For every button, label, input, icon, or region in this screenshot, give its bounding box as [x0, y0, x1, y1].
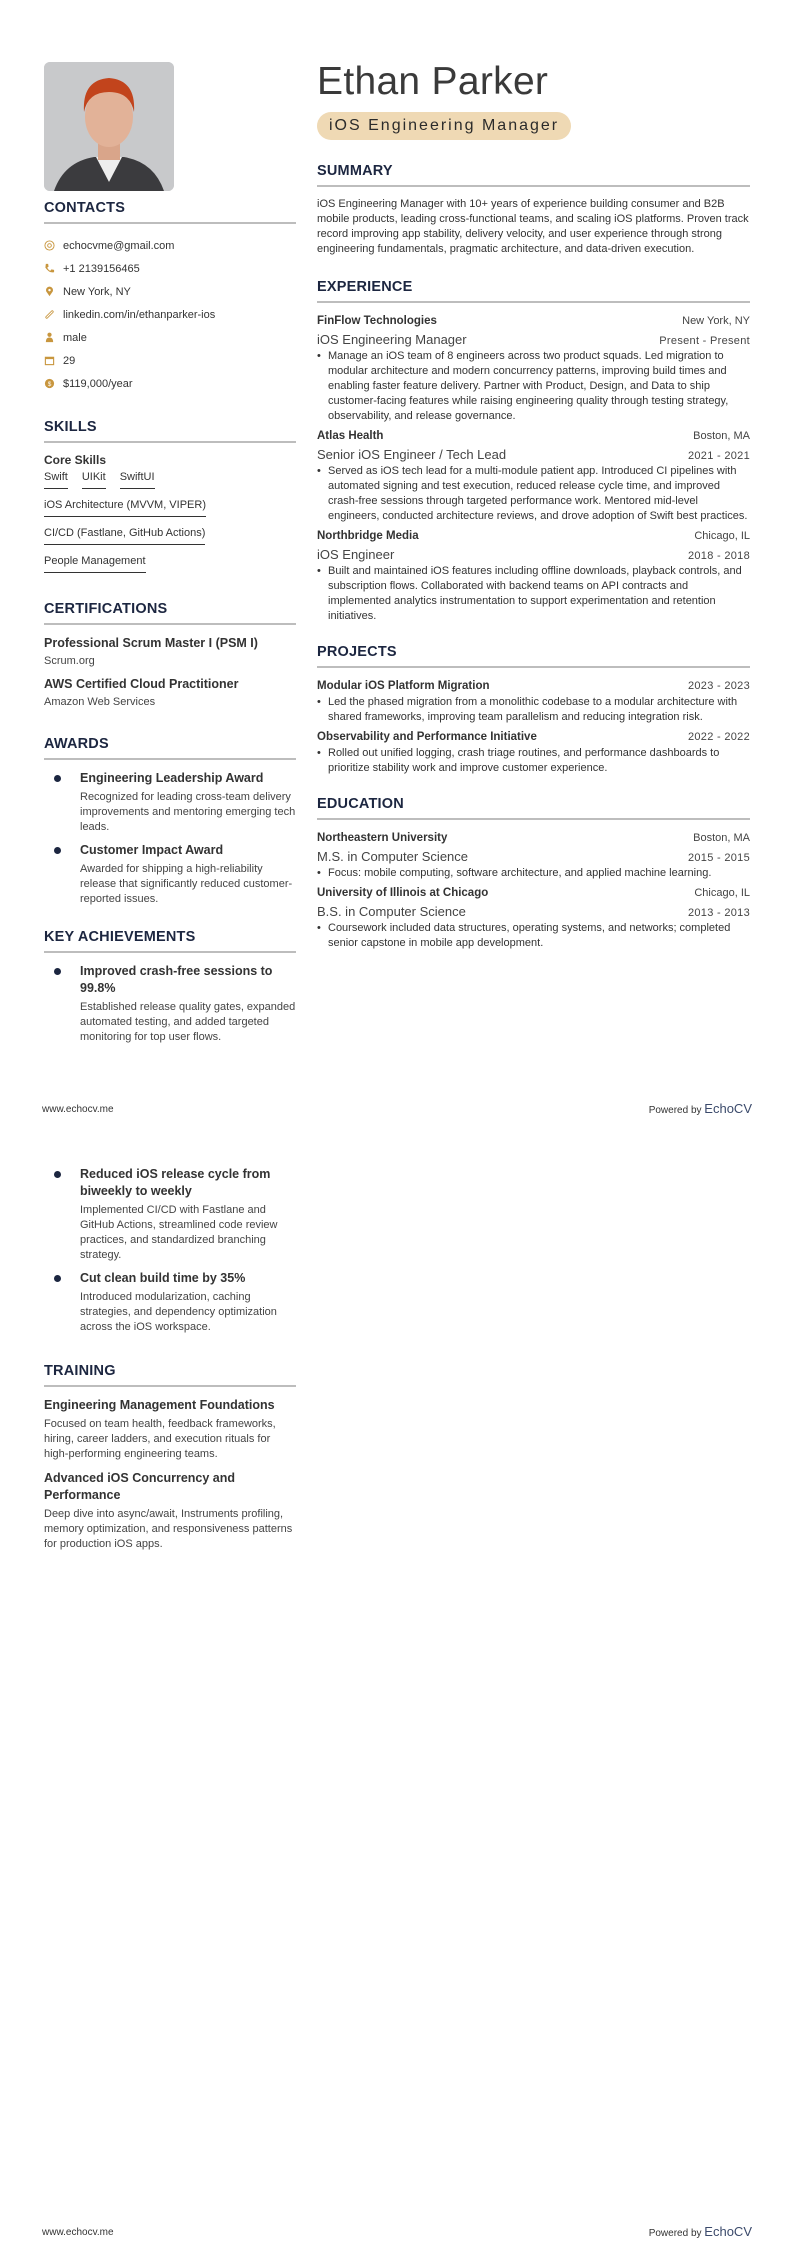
footer-website[interactable]: www.echocv.me: [42, 1104, 114, 1115]
skills-group-title: Core Skills: [44, 453, 107, 467]
training-section: [44, 1363, 296, 1552]
skill-tag: iOS Architecture (MVVM, VIPER): [44, 499, 206, 517]
summary-heading: SUMMARY: [317, 163, 750, 187]
job-title-badge: iOS Engineering Manager: [317, 112, 571, 140]
awards-heading: AWARDS: [44, 736, 296, 760]
education-entry: Northeastern University Boston, MA M.S. in Computer Science 2015 - 2015 • Focus: mobile computing, software architecture, and applied machine learning.: [317, 830, 750, 881]
experience-entry: FinFlow Technologies New York, NY iOS Engineering Manager Present - Present • Manage an iOS team of 8 engineers across two product squads. Led migration to modular architecture and modern concurrency patterns, improving build times and enabling faster feature delivery. Partner with Product, Design, and Data to ship customer-facing features while raising engineering quality through testing strategy, observability, and release governance.: [317, 313, 750, 424]
award-item: Customer Impact Award Awarded for shipping a high-reliability release that significantly reduced customer-reported issues.: [44, 842, 296, 907]
footer-powered-by: Powered by EchoCV: [648, 1101, 752, 1116]
skill-tag: UIKit: [82, 471, 106, 489]
awards-section: [44, 736, 296, 907]
skills-section: [44, 419, 296, 579]
training-item: Engineering Management Foundations Focused on team health, feedback frameworks, hiring, career ladders, and execution rituals for high-performing engineering teams.: [44, 1398, 276, 1460]
left-column-page-2: [44, 1166, 296, 1552]
skills-heading: SKILLS: [44, 419, 296, 443]
contacts-section: [44, 200, 296, 395]
profile-photo: [44, 62, 174, 191]
training-heading: TRAINING: [44, 1363, 296, 1387]
education-entry: University of Illinois at Chicago Chicago, IL B.S. in Computer Science 2013 - 2013 • Coursework included data structures, operating systems, and networks; completed senior capstone in mobile app development.: [317, 885, 750, 951]
skill-tag: Swift: [44, 471, 68, 489]
projects-section: [317, 644, 750, 776]
footer-powered-by: Powered by EchoCV: [648, 2224, 752, 2239]
achievement-item: Improved crash-free sessions to 99.8% Established release quality gates, expanded automated testing, and added targeted monitoring for top user flows.: [44, 963, 296, 1045]
certifications-section: [44, 601, 296, 710]
project-entry: Modular iOS Platform Migration 2023 - 2023 • Led the phased migration from a monolithic codebase to a modular architecture with shared frameworks, improving team parallelism and reducing integration risk.: [317, 678, 750, 725]
right-column: [317, 163, 750, 955]
echocv-logo: EchoCV: [704, 2224, 752, 2239]
education-section: [317, 796, 750, 951]
award-item: Engineering Leadership Award Recognized for leading cross-team delivery improvements and mentoring emerging tech leads.: [44, 770, 296, 835]
at-icon: [44, 240, 55, 251]
skill-tag: CI/CD (Fastlane, GitHub Actions): [44, 527, 205, 545]
candidate-name: Ethan Parker: [317, 60, 549, 103]
contact-location: New York, NY: [44, 280, 296, 303]
experience-entry: Atlas Health Boston, MA Senior iOS Engineer / Tech Lead 2021 - 2021 • Served as iOS tech lead for a multi-module patient app. Introduced CI pipelines with automated signing and test execution, reduced release cycle time, and improved crash-free sessions through targeted performance work. Mentored mid-level engineers, conducted architecture reviews, and drove adoption of Swift best practices.: [317, 428, 750, 524]
contact-email[interactable]: echocvme@gmail.com: [44, 234, 296, 257]
skill-tag: SwiftUI: [120, 471, 155, 489]
summary-section: [317, 163, 750, 257]
certifications-heading: CERTIFICATIONS: [44, 601, 296, 625]
dollar-coin-icon: [44, 378, 55, 389]
experience-entry: Northbridge Media Chicago, IL iOS Engineer 2018 - 2018 • Built and maintained iOS features including offline downloads, playback controls, and subscription flows. Collaborated with backend teams on API contracts and implemented analytics instrumentation to support experimentation and retention initiatives.: [317, 528, 750, 624]
footer-website[interactable]: www.echocv.me: [42, 2227, 114, 2238]
achievements-section: [44, 929, 296, 1045]
location-pin-icon: [44, 286, 55, 297]
achievement-item: Cut clean build time by 35% Introduced modularization, caching strategies, and dependency optimization across the iOS workspace.: [44, 1270, 296, 1335]
experience-heading: EXPERIENCE: [317, 279, 750, 303]
experience-section: [317, 279, 750, 624]
achievements-continued: [44, 1166, 296, 1335]
contact-phone[interactable]: +1 2139156465: [44, 257, 296, 280]
contact-age: 29: [44, 349, 296, 372]
cert-issuer: Scrum.org: [44, 655, 95, 667]
cert-name: Professional Scrum Master I (PSM I): [44, 636, 258, 650]
link-icon: [44, 309, 55, 320]
calendar-icon: [44, 355, 55, 366]
contact-linkedin[interactable]: linkedin.com/in/ethanparker-ios: [44, 303, 296, 326]
header: [317, 60, 750, 140]
training-item: Advanced iOS Concurrency and Performance Deep dive into async/await, Instruments profiling, memory optimization, and responsiveness patterns for production iOS apps.: [44, 1471, 293, 1550]
education-heading: EDUCATION: [317, 796, 750, 820]
svg-text:$: $: [47, 380, 52, 388]
achievement-item: Reduced iOS release cycle from biweekly to weekly Implemented CI/CD with Fastlane and GitHub Actions, streamlined code review practices, and standardized branching strategy.: [44, 1166, 296, 1263]
cert-issuer: Amazon Web Services: [44, 696, 156, 708]
skill-tag: People Management: [44, 555, 146, 573]
project-entry: Observability and Performance Initiative 2022 - 2022 • Rolled out unified logging, crash triage routines, and performance dashboards to prioritize stability work and improve customer experience.: [317, 729, 750, 776]
echocv-logo: EchoCV: [704, 1101, 752, 1116]
cert-name: AWS Certified Cloud Practitioner: [44, 677, 239, 691]
achievements-heading: KEY ACHIEVEMENTS: [44, 929, 296, 953]
contact-salary: $ $119,000/year: [44, 372, 296, 395]
person-icon: [44, 332, 55, 343]
contacts-heading: CONTACTS: [44, 200, 296, 224]
summary-text: iOS Engineering Manager with 10+ years of experience building consumer and B2B mobile products, leading cross-functional teams, and scaling iOS platforms. Proven track record improving app stability, delivery velocity, and user experience through strong engineering fundamentals, pragmatic architecture, and data-driven execution.: [317, 198, 749, 255]
contact-gender: male: [44, 326, 296, 349]
projects-heading: PROJECTS: [317, 644, 750, 668]
left-column: [44, 200, 296, 1052]
phone-icon: [44, 263, 55, 274]
